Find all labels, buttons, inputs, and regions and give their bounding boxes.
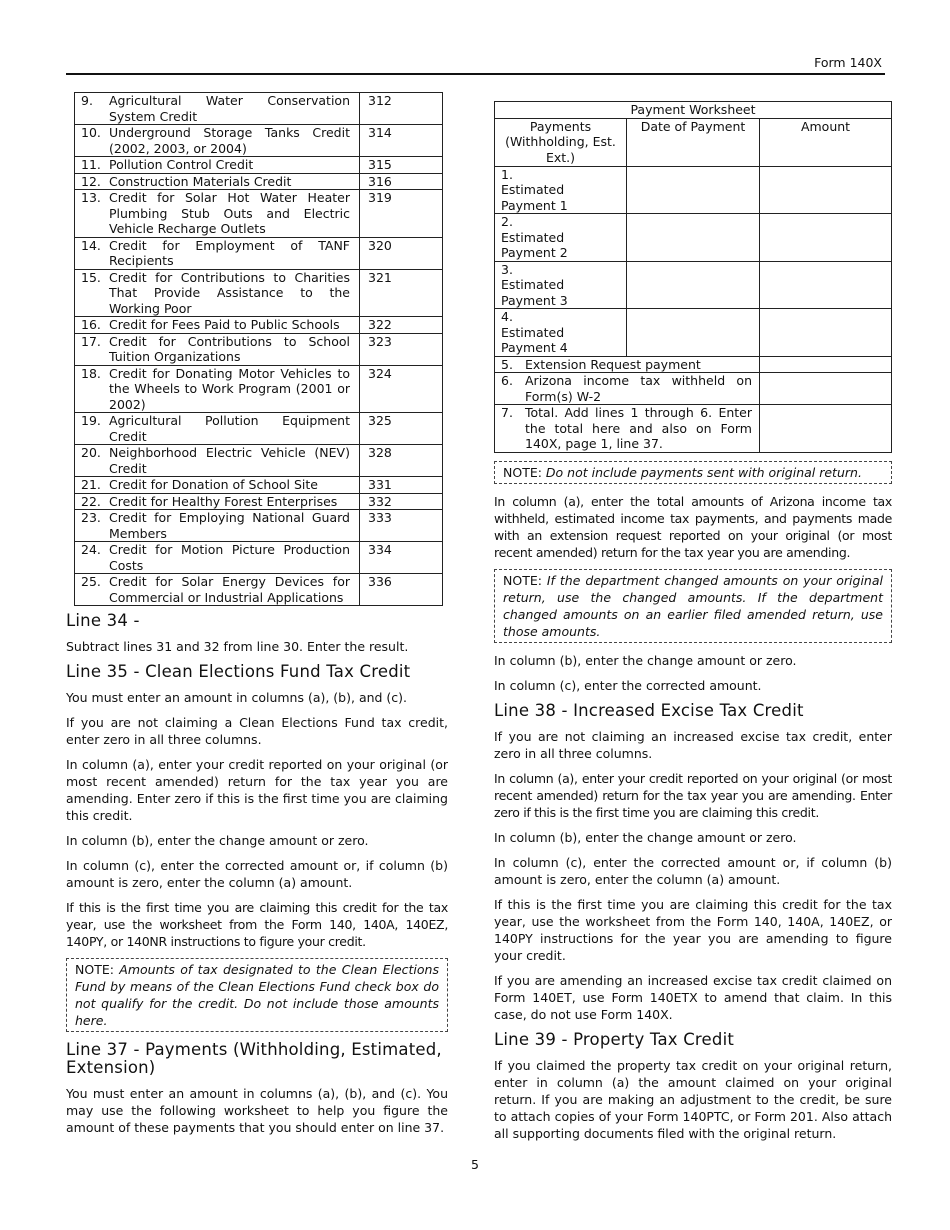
credit-number: 22. <box>81 493 101 509</box>
page-number: 5 <box>471 1157 479 1172</box>
amount-cell[interactable] <box>760 373 892 405</box>
credit-row <box>75 445 443 477</box>
credit-number: 20. <box>81 445 101 460</box>
note-label: NOTE: <box>75 962 114 977</box>
line34-text: Subtract lines 31 and 32 from line 30. Enter the result. <box>66 639 409 654</box>
line38-text-5: If this is the first time you are claiming this credit for the tax year, use the worksheet from the Form 140, 140A, 140EZ, or 140PY instructions for the year you are amending to figure your credit. <box>494 896 892 963</box>
line35-text-4: In column (b), enter the change amount or zero. <box>66 833 369 848</box>
worksheet-col-amount: Amount <box>760 118 892 166</box>
credit-code: 321 <box>360 269 443 317</box>
note-text: Amounts of tax designated to the Clean Elections Fund by means of the Clean Elections Fund check box do not qualify for the credit. Do not include those amounts here. <box>75 962 439 1028</box>
line35-text-1: You must enter an amount in columns (a), (b), and (c). <box>66 690 408 705</box>
credit-description: Pollution Control Credit <box>109 157 254 172</box>
line35-text-6: If this is the first time you are claiming this credit for the tax year, use the worksheet from the Form 140, 140A, 140EZ, 140PY, or 140NR instructions to figure your credit. <box>66 900 448 949</box>
payment-label-cell <box>495 166 627 214</box>
credit-row <box>75 237 443 269</box>
credit-description: Agricultural Pollution Equipment Credit <box>109 413 350 444</box>
credit-description: Neighborhood Electric Vehicle (NEV) Credit <box>109 445 350 476</box>
credit-code: 322 <box>360 317 443 334</box>
amount-cell[interactable] <box>760 261 892 309</box>
credit-number: 15. <box>81 269 101 285</box>
credit-row <box>75 574 443 606</box>
date-cell[interactable] <box>627 166 760 214</box>
date-cell[interactable] <box>627 309 760 357</box>
credit-code: 325 <box>360 413 443 445</box>
credit-code: 336 <box>360 574 443 606</box>
row-label: Total. Add lines 1 through 6. Enter the total here and also on Form 140X, page 1, line 37. <box>525 405 752 451</box>
credit-number: 12. <box>81 173 101 189</box>
line38-text-4: In column (c), enter the corrected amount or, if column (b) amount is zero, enter the column (a) amount. <box>494 854 892 887</box>
worksheet-row <box>495 166 892 214</box>
credit-description-cell <box>75 125 360 157</box>
worksheet-row-7 <box>495 405 760 453</box>
line35-text-2: If you are not claiming a Clean Elections Fund tax credit, enter zero in all three columns. <box>66 715 448 747</box>
credit-row <box>75 125 443 157</box>
credit-description-cell <box>75 510 360 542</box>
credit-description-cell <box>75 542 360 574</box>
credit-description: Construction Materials Credit <box>109 173 292 189</box>
credit-row <box>75 157 443 174</box>
amount-cell[interactable] <box>760 166 892 214</box>
row-label: Estimated Payment 3 <box>501 277 568 308</box>
credit-code: 312 <box>360 93 443 125</box>
row-number: 3. <box>501 261 513 277</box>
right-column <box>494 101 892 1150</box>
line35-text-5: In column (c), enter the corrected amount or, if column (b) amount is zero, enter the column (a) amount. <box>66 858 448 890</box>
credit-description-cell <box>75 237 360 269</box>
note-label: NOTE: <box>503 464 542 480</box>
credit-description: Underground Storage Tanks Credit (2002, 2003, or 2004) <box>109 125 350 156</box>
credit-description-cell <box>75 157 360 174</box>
worksheet-row <box>495 261 892 309</box>
row-number: 6. <box>501 373 513 388</box>
credit-number: 21. <box>81 477 101 492</box>
line37-heading: Line 37 - Payments (Withholding, Estimated, Extension) <box>66 1040 442 1077</box>
credit-number: 19. <box>81 413 101 428</box>
worksheet-row-6 <box>495 373 760 405</box>
line35-text-3: In column (a), enter your credit reported on your original (or most recent amended) return for the tax year you are amending. Enter zero if this is the first time you are claiming this credit. <box>66 757 448 823</box>
note-text: If the department changed amounts on your original return, use the changed amounts. If the department changed amounts on an earlier filed amended return, use those amounts. <box>503 572 883 639</box>
credit-row <box>75 190 443 238</box>
payment-label-cell <box>495 309 627 357</box>
line38-text-2: In column (a), enter your credit reported on your original (or most recent amended) return for the tax year you are amending. Enter zero if this is the first time you are claiming this credit. <box>494 770 892 820</box>
row-label: Estimated Payment 4 <box>501 324 568 355</box>
credit-code: 328 <box>360 445 443 477</box>
credit-description-cell <box>75 477 360 494</box>
payment-label-cell <box>495 214 627 262</box>
row-number: 4. <box>501 309 513 324</box>
worksheet-row-5 <box>495 356 760 373</box>
credit-row <box>75 173 443 190</box>
credit-code: 331 <box>360 477 443 494</box>
amount-cell[interactable] <box>760 214 892 262</box>
credit-row <box>75 542 443 574</box>
row-number: 1. <box>501 166 513 182</box>
credit-number: 16. <box>81 317 101 332</box>
credit-code: 316 <box>360 173 443 190</box>
note-text: Do not include payments sent with original return. <box>545 464 862 480</box>
credit-description-cell <box>75 493 360 510</box>
credit-number: 25. <box>81 574 101 589</box>
credit-description: Credit for Employing National Guard Members <box>109 510 350 541</box>
credit-number: 23. <box>81 510 101 525</box>
credit-number: 13. <box>81 190 101 205</box>
credit-code: 324 <box>360 365 443 413</box>
credit-description: Credit for Solar Hot Water Heater Plumbing Stub Outs and Electric Vehicle Recharge Outlets <box>109 190 350 236</box>
line37-column-c-text: In column (c), enter the corrected amount. <box>494 677 762 693</box>
credit-description-cell <box>75 574 360 606</box>
worksheet-row <box>495 309 892 357</box>
left-column <box>66 92 448 1144</box>
line38-text-1: If you are not claiming an increased excise tax credit, enter zero in all three columns. <box>494 728 892 761</box>
worksheet-row <box>495 214 892 262</box>
clean-elections-note <box>66 958 448 1032</box>
credit-description-cell <box>75 93 360 125</box>
credit-code: 323 <box>360 333 443 365</box>
original-return-note <box>494 461 892 484</box>
credit-number: 11. <box>81 157 101 172</box>
credit-code: 334 <box>360 542 443 574</box>
row-number: 2. <box>501 214 513 229</box>
row-number: 7. <box>501 405 513 420</box>
credit-number: 9. <box>81 93 93 108</box>
line38-heading: Line 38 - Increased Excise Tax Credit <box>494 700 804 720</box>
credit-row <box>75 477 443 494</box>
credit-code: 315 <box>360 157 443 174</box>
credit-row <box>75 365 443 413</box>
credit-row <box>75 93 443 125</box>
credit-code: 320 <box>360 237 443 269</box>
credit-row <box>75 333 443 365</box>
credit-number: 17. <box>81 333 101 349</box>
credit-description: Credit for Contributions to Charities That Provide Assistance to the Working Poor <box>109 269 350 316</box>
credit-row <box>75 510 443 542</box>
credit-description-cell <box>75 190 360 238</box>
note-label: NOTE: <box>503 572 542 588</box>
row-number: 5. <box>501 356 513 372</box>
credit-description-cell <box>75 445 360 477</box>
date-cell[interactable] <box>627 261 760 309</box>
credit-description-cell <box>75 333 360 365</box>
line37-column-a-text: In column (a), enter the total amounts of Arizona income tax withheld, estimated income tax payments, and payments made with an extension request reported on your original (or most recent amended) return for the tax year you are amending. <box>494 493 892 560</box>
credit-code-table <box>74 92 443 606</box>
amount-cell[interactable] <box>760 356 892 373</box>
form-label: Form 140X <box>814 55 882 70</box>
credit-row <box>75 413 443 445</box>
credit-row <box>75 317 443 334</box>
credit-row <box>75 493 443 510</box>
worksheet-title: Payment Worksheet <box>495 102 892 119</box>
credit-code: 333 <box>360 510 443 542</box>
credit-description: Credit for Motion Picture Production Costs <box>109 542 350 573</box>
credit-row <box>75 269 443 317</box>
credit-code: 319 <box>360 190 443 238</box>
line37-column-b-text: In column (b), enter the change amount or zero. <box>494 652 797 668</box>
credit-number: 14. <box>81 237 101 253</box>
credit-code: 332 <box>360 493 443 510</box>
credit-description: Credit for Donating Motor Vehicles to the Wheels to Work Program (2001 or 2002) <box>109 365 350 412</box>
credit-number: 24. <box>81 542 101 557</box>
amount-cell[interactable] <box>760 309 892 357</box>
credit-description-cell <box>75 365 360 413</box>
credit-description: Credit for Fees Paid to Public Schools <box>109 317 340 332</box>
credit-description: Credit for Donation of School Site <box>109 477 318 492</box>
credit-number: 18. <box>81 365 101 381</box>
department-changed-note <box>494 569 892 643</box>
line38-text-3: In column (b), enter the change amount or zero. <box>494 829 797 845</box>
line38-text-6: If you are amending an increased excise tax credit claimed on Form 140ET, use Form 140ETX to amend that claim. In this case, do not use Form 140X. <box>494 972 892 1022</box>
row-label: Estimated Payment 1 <box>501 182 568 213</box>
credit-number: 10. <box>81 125 101 140</box>
row-label: Extension Request payment <box>525 356 701 372</box>
line34-heading: Line 34 - <box>66 611 140 630</box>
payment-worksheet <box>494 101 892 453</box>
payment-label-cell <box>495 261 627 309</box>
credit-description-cell <box>75 317 360 334</box>
credit-description-cell <box>75 173 360 190</box>
line35-heading: Line 35 - Clean Elections Fund Tax Credit <box>66 662 411 681</box>
credit-description: Credit for Healthy Forest Enterprises <box>109 493 338 509</box>
credit-description-cell <box>75 413 360 445</box>
credit-description: Credit for Solar Energy Devices for Commercial or Industrial Applications <box>109 574 350 605</box>
row-label: Arizona income tax withheld on Form(s) W-2 <box>525 373 752 404</box>
page-header <box>66 57 885 75</box>
credit-description: Credit for Contributions to School Tuition Organizations <box>109 333 350 364</box>
credit-description: Agricultural Water Conservation System Credit <box>109 93 350 124</box>
row-label: Estimated Payment 2 <box>501 229 568 260</box>
amount-cell[interactable] <box>760 405 892 453</box>
credit-description-cell <box>75 269 360 317</box>
worksheet-col-date: Date of Payment <box>627 118 760 166</box>
line37-text: You must enter an amount in columns (a), (b), and (c). You may use the following worksheet to help you figure the amount of these payments that you should enter on line 37. <box>66 1086 448 1135</box>
credit-description: Credit for Employment of TANF Recipients <box>109 237 350 268</box>
credit-code: 314 <box>360 125 443 157</box>
worksheet-col-payments: Payments (Withholding, Est. Ext.) <box>495 118 627 166</box>
line39-text: If you claimed the property tax credit on your original return, enter in column (a) the amount claimed on your original return. If you are making an adjustment to the credit, be sure to attach copies of your Form 140PTC, or Form 201. Also attach all supporting documents filed with the original return. <box>494 1057 892 1141</box>
date-cell[interactable] <box>627 214 760 262</box>
line39-heading: Line 39 - Property Tax Credit <box>494 1029 735 1049</box>
